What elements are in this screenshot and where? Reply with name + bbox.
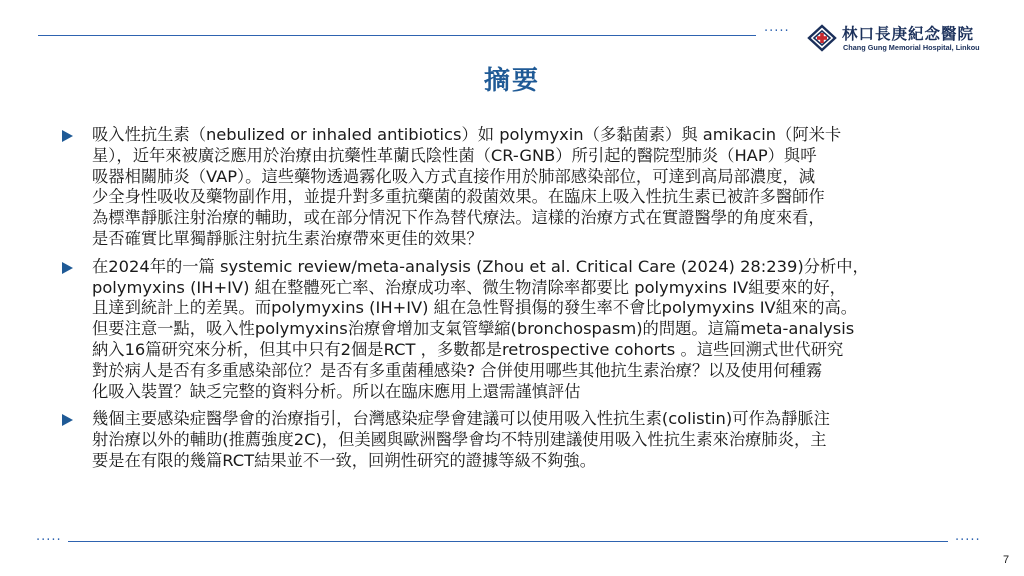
slide-body <box>62 125 982 479</box>
hospital-name-chinese: 林口長庚紀念醫院 <box>842 25 975 43</box>
bullet-line: 納入16篇研究來分析，但其中只有2個是RCT ，多數都是retrospective cohorts 。這些回溯式世代研究 <box>92 339 844 359</box>
bullet-item <box>62 257 982 403</box>
hospital-name-english: Chang Gung Memorial Hospital, Linkou <box>843 43 980 52</box>
bullet-line: 對於病人是否有多重感染部位？是否有多重菌種感染? 合併使用哪些其他抗生素治療？以及使用何種霧 <box>92 360 823 380</box>
bullet-line: 且達到統計上的差異。而polymyxins (IH+IV) 組在急性腎損傷的發生率不會比polymyxins IV組來的高。 <box>92 298 858 318</box>
bullet-item <box>62 125 982 250</box>
bullet-line: 是否確實比單獨靜脈注射抗生素治療帶來更佳的效果？ <box>92 228 483 248</box>
slide-title: 摘要 <box>483 66 540 96</box>
footer-dots-left: ····· <box>36 533 62 548</box>
hospital-logo <box>807 22 997 56</box>
bullet-line: polymyxins (IH+IV) 組在整體死亡率、治療成功率、微生物清除率都要比 polymyxins IV組要來的好， <box>92 277 846 297</box>
page-number: 7 <box>1003 554 1010 566</box>
footer-rule <box>68 541 948 542</box>
footer-dots-right: ····· <box>955 533 981 548</box>
bullet-line: 吸器相關肺炎（VAP）。這些藥物透過霧化吸入方式直接作用於肺部感染部位，可達到高局部濃度，減 <box>92 166 816 186</box>
bullet-line: 化吸入裝置？缺乏完整的資料分析。所以在臨床應用上還需謹慎評估 <box>92 381 581 401</box>
header-dots: ····· <box>764 24 790 39</box>
bullet-line: 射治療以外的輔助(推薦強度2C)，但美國與歐洲醫學會均不特別建議使用吸入性抗生素來治療肺炎，主 <box>92 430 827 450</box>
bullet-item <box>62 409 982 471</box>
hospital-emblem-icon <box>807 24 837 52</box>
bullet-arrow-icon <box>62 414 73 426</box>
bullet-arrow-icon <box>62 130 73 142</box>
header-rule <box>38 35 756 36</box>
bullet-line: 吸入性抗生素（nebulized or inhaled antibiotics）如 polymyxin（多黏菌素）與 amikacin（阿米卡 <box>92 125 842 144</box>
bullet-line: 少全身性吸收及藥物副作用，並提升對多重抗藥菌的殺菌效果。在臨床上吸入性抗生素已被許多醫師作 <box>92 187 825 207</box>
bullet-line: 星），近年來被廣泛應用於治療由抗藥性革蘭氏陰性菌（CR-GNB）所引起的醫院型肺炎（HAP）與呼 <box>92 145 817 165</box>
bullet-line: 要是在有限的幾篇RCT結果並不一致，回朔性研究的證據等級不夠強。 <box>92 450 596 470</box>
bullet-line: 為標準靜脈注射治療的輔助，或在部分情況下作為替代療法。這樣的治療方式在實證醫學的角度來看， <box>92 208 825 228</box>
bullet-line: 幾個主要感染症醫學會的治療指引，台灣感染症學會建議可以使用吸入性抗生素(colistin)可作為靜脈注 <box>92 409 830 429</box>
bullet-line: 在2024年的一篇 systemic review/meta-analysis (Zhou et al. Critical Care (2024) 28:239)分析中， <box>92 256 869 276</box>
bullet-line: 但要注意一點，吸入性polymyxins治療會增加支氣管攣縮(bronchospasm)的問題。這篇meta-analysis <box>92 319 855 339</box>
bullet-arrow-icon <box>62 262 73 274</box>
